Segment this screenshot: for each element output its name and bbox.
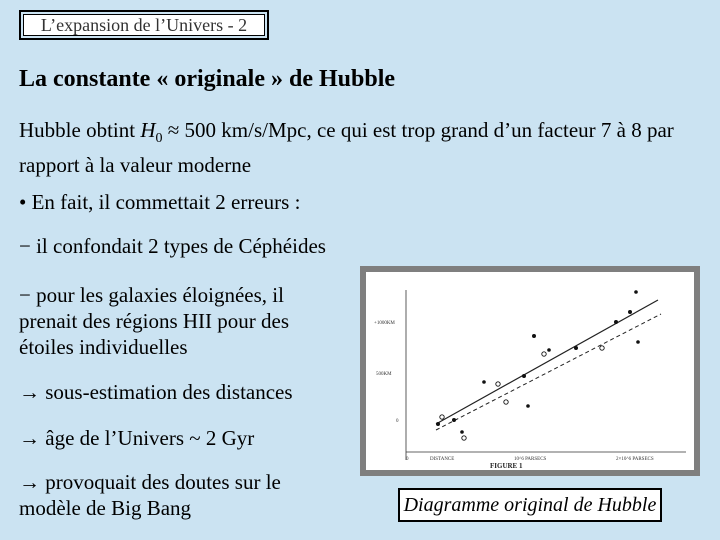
y-tick-0: 0 — [396, 419, 399, 424]
figure-label: FIGURE 1 — [490, 462, 523, 470]
hubble-diagram-image — [366, 272, 694, 470]
error-item-1: − il confondait 2 types de Céphéides — [19, 234, 326, 258]
slide-title: La constante « originale » de Hubble — [19, 66, 396, 92]
x-axis-distance: DISTANCE — [430, 457, 455, 462]
individual-nebulae-points — [436, 290, 640, 434]
y-tick-1000: +1000KM — [374, 321, 395, 326]
intro-text-before: Hubble obtint — [19, 118, 141, 142]
figure-caption: Diagramme original de Hubble — [398, 488, 662, 522]
group-points — [440, 346, 604, 440]
x-tick-1e6: 10^6 PARSECS — [514, 457, 547, 462]
error-item-2-after: pour des étoiles individuelles — [19, 309, 290, 359]
y-tick-500: 500KM — [376, 372, 392, 377]
consequence-3: → provoquait des doutes sur le modèle de Big Bang — [19, 470, 281, 520]
hii-label: HII — [182, 309, 213, 333]
bullet-main: • En fait, il commettait 2 erreurs : — [19, 190, 301, 214]
consequence-2: → âge de l’Univers ~ 2 Gyr — [19, 426, 255, 450]
fit-line-solid — [436, 300, 658, 424]
hubble-constant-subscript: 0 — [155, 131, 163, 147]
fit-line-dashed — [436, 314, 661, 430]
x-tick-0: 0 — [406, 457, 409, 462]
error-item-2 — [19, 282, 339, 360]
hubble-constant-symbol: H — [140, 118, 156, 142]
slide-header: L’expansion de l’Univers - 2 — [19, 10, 269, 40]
error-item-2-before: − pour les galaxies éloignées, il prenait des régions — [19, 283, 284, 333]
intro-paragraph — [19, 117, 709, 178]
x-tick-2e6: 2×10^6 PARSECS — [616, 457, 654, 462]
hubble-diagram-figure — [360, 266, 700, 476]
intro-text-after: ≈ 500 km/s/Mpc, ce qui est trop grand d’un facteur 7 à 8 par rapport à la valeur moderne — [19, 118, 674, 178]
consequence-1: → sous-estimation des distances — [19, 380, 293, 404]
